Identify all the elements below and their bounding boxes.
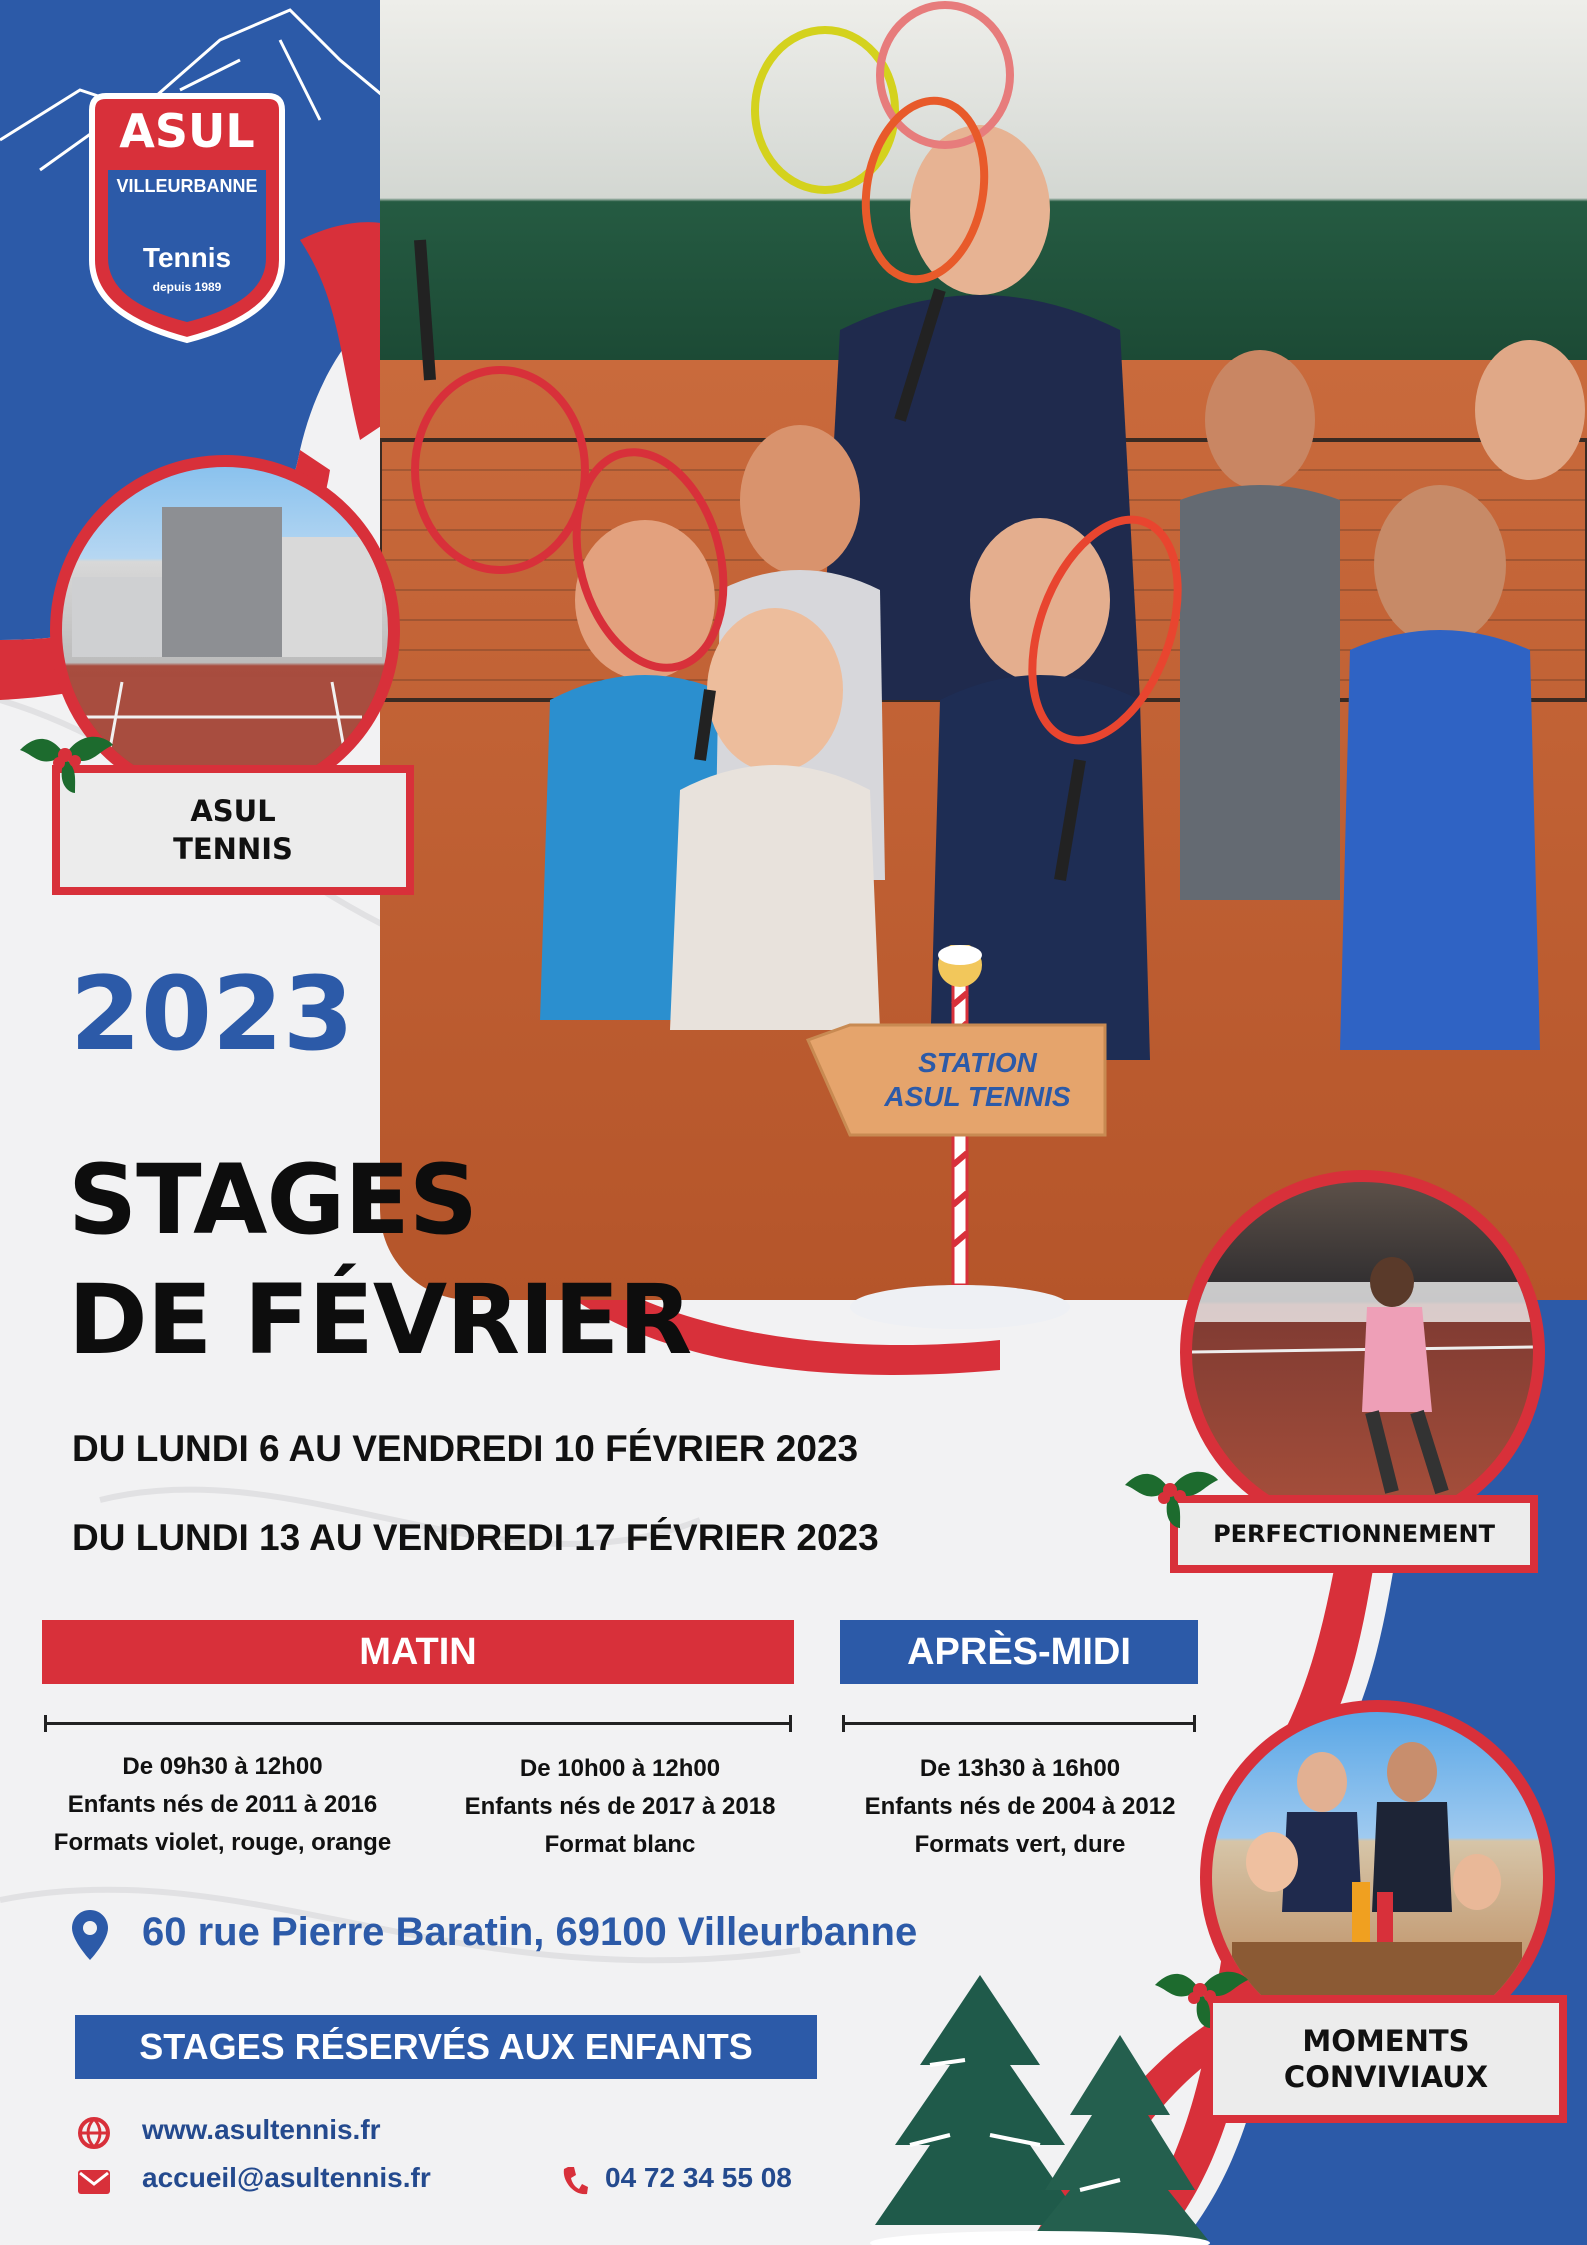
label-perfectionnement	[1170, 1495, 1538, 1573]
logo-city: VILLEURBANNE	[116, 176, 258, 196]
logo-since: depuis 1989	[152, 280, 222, 294]
slot-ages: Enfants nés de 2004 à 2012	[864, 1793, 1176, 1820]
holly-icon	[15, 715, 115, 795]
slot-ages: Enfants nés de 2011 à 2016	[67, 1791, 378, 1818]
schedule-slot	[835, 1750, 1205, 1864]
slot-format: Format blanc	[544, 1831, 696, 1858]
globe-icon	[78, 2117, 110, 2149]
title-line1: STAGES	[68, 1144, 477, 1256]
kids-only-banner	[75, 2015, 817, 2079]
label-perfectionnement-text: PERFECTIONNEMENT	[1213, 1520, 1495, 1548]
morning-bar	[42, 1620, 794, 1684]
year-heading: 2023	[70, 955, 354, 1074]
phone-icon	[562, 2165, 588, 2197]
kids-only-banner-text: STAGES RÉSERVÉS AUX ENFANTS	[139, 2026, 753, 2067]
sign-line2: ASUL TENNIS	[884, 1081, 1071, 1112]
label-moments-conviviaux	[1205, 1995, 1567, 2123]
logo-name: ASUL	[119, 104, 255, 158]
phone-link[interactable]: 04 72 34 55 08	[605, 2162, 792, 2193]
schedule-slot	[435, 1750, 805, 1864]
website-link[interactable]: www.asultennis.fr	[142, 2114, 381, 2145]
morning-divider	[44, 1722, 792, 1725]
mail-icon	[78, 2170, 110, 2194]
date-range-week2: DU LUNDI 13 AU VENDREDI 17 FÉVRIER 2023	[72, 1517, 879, 1558]
label-moments-text: MOMENTS CONVIVIAUX	[1283, 2024, 1489, 2094]
date-range-week1: DU LUNDI 6 AU VENDREDI 10 FÉVRIER 2023	[72, 1428, 859, 1469]
sign-line1: STATION	[918, 1047, 1037, 1078]
holly-icon	[1120, 1450, 1220, 1530]
slot-time: De 09h30 à 12h00	[122, 1753, 323, 1780]
slot-time: De 10h00 à 12h00	[519, 1755, 721, 1782]
afternoon-label: APRÈS-MIDI	[907, 1630, 1131, 1673]
afternoon-divider	[842, 1722, 1196, 1725]
email-link[interactable]: accueil@asultennis.fr	[142, 2162, 431, 2193]
schedule-slot	[30, 1748, 415, 1862]
slot-time: De 13h30 à 16h00	[919, 1755, 1121, 1782]
station-signpost	[800, 945, 1120, 1345]
training-photo	[1180, 1170, 1545, 1535]
address-text: 60 rue Pierre Baratin, 69100 Villeurbanne	[142, 1910, 918, 1954]
slot-format: Formats vert, dure	[914, 1831, 1126, 1858]
slot-ages: Enfants nés de 2017 à 2018	[464, 1793, 776, 1820]
slot-format: Formats violet, rouge, orange	[53, 1829, 392, 1856]
morning-label: MATIN	[359, 1630, 477, 1673]
club-logo	[82, 90, 292, 345]
logo-sport: Tennis	[142, 242, 232, 273]
label-asul-tennis-text: ASUL TENNIS	[173, 794, 293, 866]
title-line2: DE FÉVRIER	[68, 1264, 692, 1376]
location-pin-icon	[72, 1910, 108, 1960]
christmas-tree-icon	[870, 1975, 1210, 2245]
afternoon-bar	[840, 1620, 1198, 1684]
